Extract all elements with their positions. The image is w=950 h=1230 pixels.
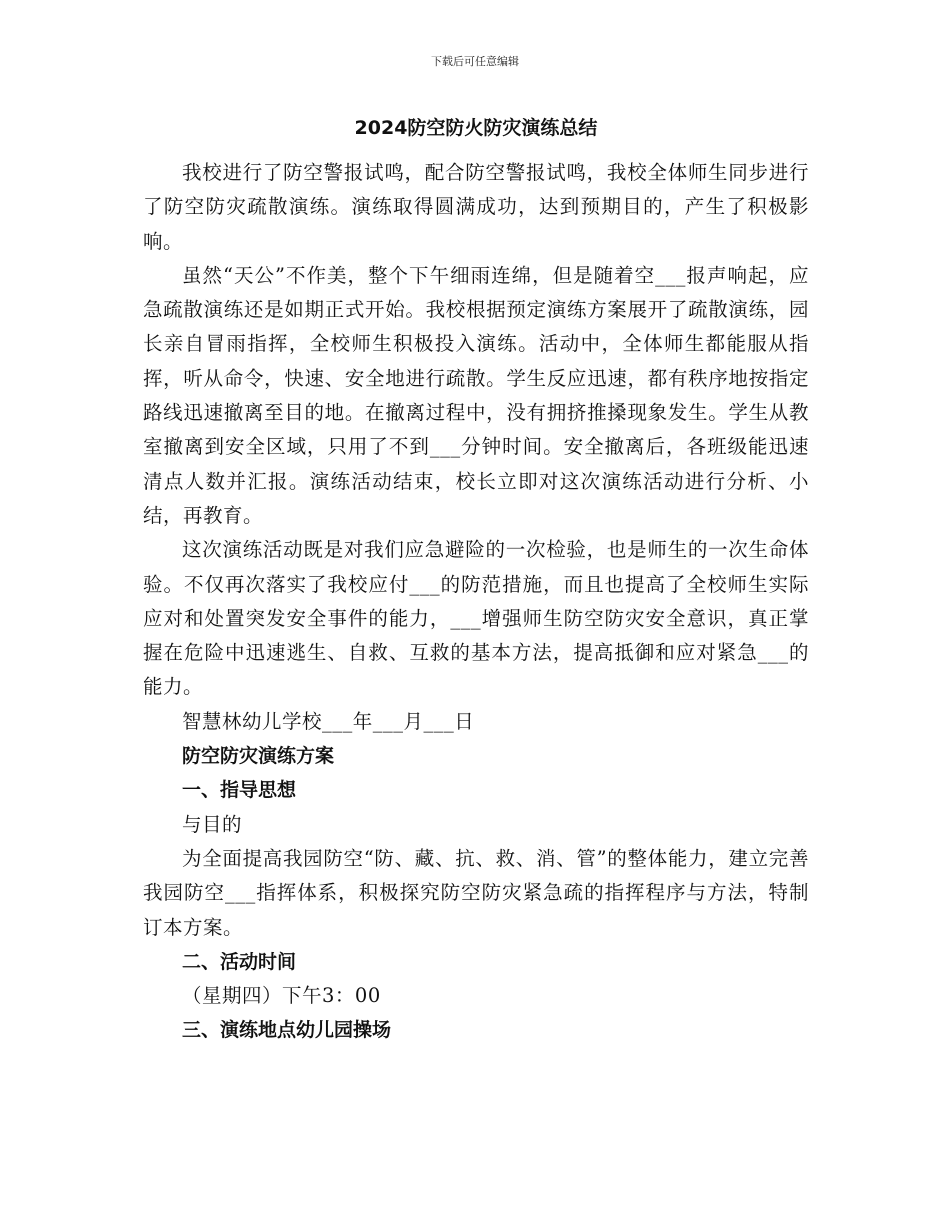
header-note: 下载后可任意编辑	[431, 55, 519, 68]
section-2-heading: 二、活动时间	[181, 950, 296, 973]
section-2-body: （星期四）下午3：00	[182, 984, 381, 1008]
paragraph-3: 这次演练活动既是对我们应急避险的一次检验，也是师生的一次生命体验。不仅再次落实了我校应付___的防范措施，而且也提高了全校师生实际应对和处置突发安全事件的能力，___增强师生防空防灾安全意识，真正掌握在危险中迅速逃生、自救、互救的基本方法，提高抵御和应对紧急___的能力。	[143, 538, 809, 699]
section-1-heading: 一、指导思想	[181, 779, 296, 802]
section-1-subheading: 与目的	[182, 812, 243, 836]
section-3-heading: 三、演练地点幼儿园操场	[181, 1019, 391, 1042]
plan-title: 防空防灾演练方案	[181, 745, 334, 768]
paragraph-1: 我校进行了防空警报试鸣，配合防空警报试鸣，我校全体师生同步进行了防空防灾疏散演练。演练取得圆满成功，达到预期目的，产生了积极影响。	[143, 161, 809, 253]
section-1-body: 为全面提高我园防空“防、藏、抗、救、消、管”的整体能力，建立完善我园防空___指挥体系，积极探究防空防灾紧急疏的指挥程序与方法，特制订本方案。	[143, 846, 809, 939]
signature-line: 智慧林幼儿学校___年___月___日	[182, 709, 475, 733]
document-title: 2024防空防火防灾演练总结	[354, 117, 598, 139]
document-page	[143, 112, 809, 1048]
paragraph-2: 虽然“天公”不作美，整个下午细雨连绵，但是随着空___报声响起，应急疏散演练还是如期正式开始。我校根据预定演练方案展开了疏散演练，园长亲自冒雨指挥，全校师生积极投入演练。活动中，全体师生都能服从指挥，听从命令，快速、安全地进行疏散。学生反应迅速，都有秩序地按指定路线迅速撤离至目的地。在撤离过程中，没有拥挤推搡现象发生。学生从教室撤离到安全区域，只用了不到___分钟时间。安全撤离后，各班级能迅速清点人数并汇报。演练活动结束，校长立即对这次演练活动进行分析、小结，再教育。	[143, 263, 809, 527]
